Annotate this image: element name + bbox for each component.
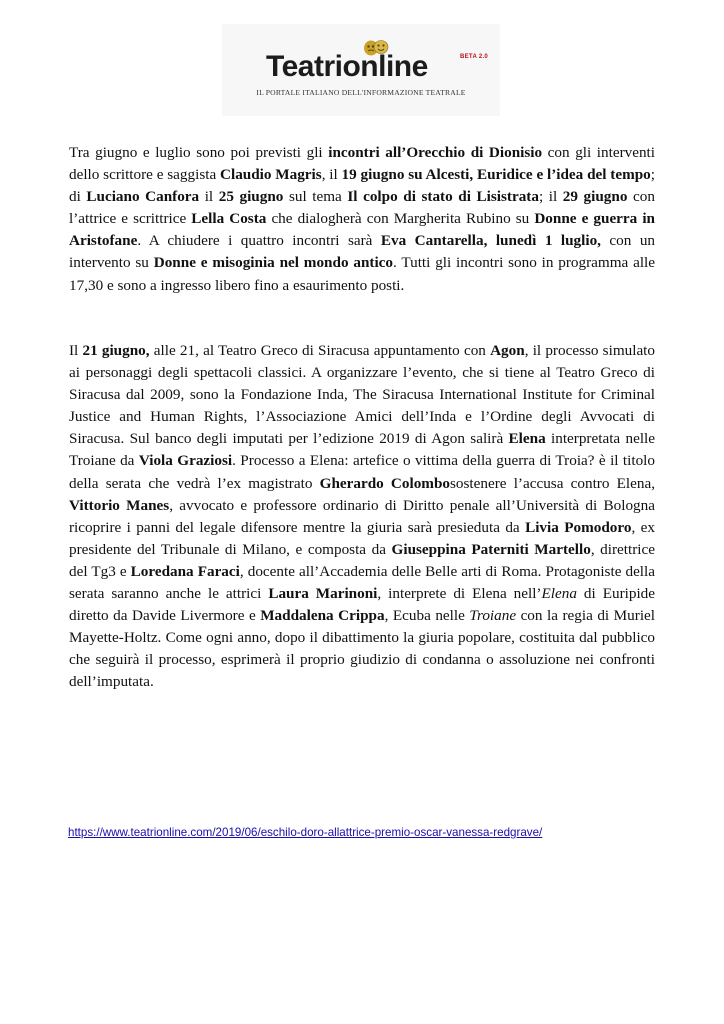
text-run: , il [321, 166, 342, 184]
article-paragraph-1 [69, 142, 655, 297]
text-run: . Processo a Elena: artefice o vittima della guerra di Troia? è il titolo della serata che vedrà l’ex magistrato [69, 452, 655, 492]
site-logo [222, 24, 500, 116]
bold-run: Claudio Magris [220, 166, 322, 184]
logo-title: Teatrionline [266, 50, 428, 83]
bold-run: incontri all’Orecchio di Dionisio [328, 144, 543, 161]
bold-run: Vittorio Manes [69, 496, 170, 514]
text-run: , ex presidente del Tribunale di Milano, e composta da [69, 518, 655, 558]
text-run: , avvocato e professore ordinario di Diritto penale all’Università di Bologna ricoprire i panni del legale difensore mentre la giuria sarà presieduta da [69, 496, 655, 536]
bold-run: Donne e misoginia nel mondo antico [153, 254, 394, 272]
bold-run: Il colpo di stato di Lisistrata [347, 188, 539, 206]
article-paragraph-2 [69, 340, 655, 694]
source-link[interactable]: https://www.teatrionline.com/2019/06/eschilo-doro-allattrice-premio-oscar-vanessa-redgrave/ [68, 826, 543, 839]
bold-run: 29 giugno [562, 188, 628, 206]
text-run: con un intervento su [69, 232, 656, 272]
bold-run: Laura Marinoni [268, 585, 378, 603]
text-run: . Tutti gli incontri sono in programma alle 17,30 e sono a ingresso libero fino a esaurimento posti. [69, 254, 656, 294]
logo-tagline: IL PORTALE ITALIANO DELL'INFORMAZIONE TEATRALE [256, 88, 466, 97]
bold-run: Loredana Faraci [130, 562, 240, 580]
text-run: interpretata nelle Troiane da [69, 430, 655, 470]
text-run: ; di [69, 166, 655, 206]
bold-run: Lella Costa [191, 210, 267, 228]
logo-beta-badge: BETA 2.0 [460, 54, 489, 60]
text-run: il [199, 188, 219, 206]
bold-run: 19 giugno su Alcesti, Euridice e l’idea del tempo [341, 166, 651, 184]
text-run: , Ecuba nelle [384, 607, 470, 625]
bold-run: 25 giugno [218, 188, 284, 206]
text-run: Il [69, 342, 83, 359]
text-run: che dialogherà con Margherita Rubino su [266, 210, 535, 228]
text-run: Tra giugno e luglio sono poi previsti gli [69, 144, 329, 161]
text-run: sostenere l’accusa contro Elena, [450, 474, 656, 492]
text-run: con l’attrice e scrittrice [69, 188, 655, 228]
bold-run: Livia Pomodoro [525, 518, 632, 536]
text-run: , il processo simulato ai personaggi degli spettacoli classici. A organizzare l’evento, che si tiene al Teatro Greco di Siracusa dal 2009, sono la Fondazione Inda, The Siracusa International Institute for Criminal Justice and Human Rights, l’Associazione Amici dell’Inda e l’Ordine degli Avvocati di Siracusa. Sul banco degli imputati per l’edizione 2019 di Agon salirà [69, 342, 655, 448]
italic-run: Elena [541, 585, 577, 603]
text-run: , interprete di Elena nell’ [377, 585, 542, 603]
bold-run: Elena [508, 430, 546, 448]
bold-run: Viola Graziosi [138, 452, 233, 470]
text-run: alle 21, al Teatro Greco di Siracusa appuntamento con [149, 342, 491, 359]
text-run: , docente all’Accademia delle Belle arti di Roma. Protagoniste della serata saranno anche le attrici [69, 562, 655, 603]
bold-run: Donne e guerra in Aristofane [69, 210, 655, 250]
text-run: , direttrice del Tg3 e [69, 540, 655, 580]
bold-run: 21 giugno, [82, 342, 150, 359]
text-run: di Euripide diretto da Davide Livermore e [69, 585, 655, 625]
text-run: con gli interventi dello scrittore e saggista [69, 144, 655, 184]
bold-run: Luciano Canfora [86, 188, 200, 206]
text-run: ; il [538, 188, 563, 206]
bold-run: Eva Cantarella, lunedì 1 luglio, [380, 232, 601, 250]
bold-run: Maddalena Crippa [260, 607, 385, 625]
text-run: con la regia di Muriel Mayette-Holtz. Come ogni anno, dopo il dibattimento la giuria popolare, costituita dal pubblico che seguirà il processo, esprimerà il proprio giudizio di condanna o assoluzione nei confronti dell’imputata. [69, 607, 655, 691]
bold-run: Gherardo Colombo [319, 474, 451, 492]
text-run: . A chiudere i quattro incontri sarà [137, 232, 381, 250]
text-run: sul tema [283, 188, 348, 206]
bold-run: Giuseppina Paterniti Martello [391, 540, 591, 558]
italic-run: Troiane [469, 607, 517, 625]
bold-run: Agon [490, 342, 525, 359]
